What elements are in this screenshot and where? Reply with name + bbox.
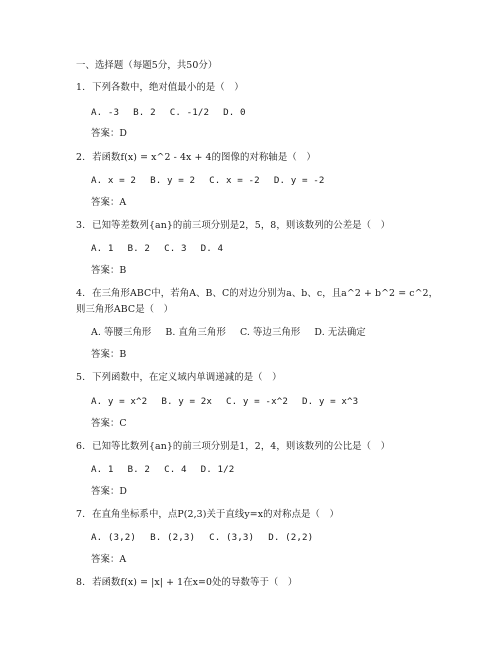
- question-8: [76, 577, 297, 589]
- option-c: C. 3: [164, 243, 187, 254]
- question-4: [76, 288, 438, 300]
- option-d: D. y = x^3: [301, 396, 359, 407]
- question-stem: 在直角坐标系中，点P(2,3)关于直线y=x的对称点是（ ）: [92, 509, 339, 520]
- answer-1: 答案：D: [91, 128, 128, 139]
- question-number: 1.: [76, 82, 86, 93]
- question-number: 6.: [76, 441, 86, 452]
- option-a: A. -3: [91, 107, 120, 118]
- options-3: [91, 243, 237, 255]
- question-stem: 下列各数中，绝对值最小的是（ ）: [92, 82, 244, 93]
- option-b: B. 直角三角形: [165, 327, 226, 338]
- question-number: 5.: [76, 372, 86, 383]
- section-title: 一、选择题（每题5分，共50分）: [76, 60, 218, 71]
- options-5: [91, 396, 372, 408]
- options-7: [91, 532, 327, 544]
- option-d: D. y = -2: [273, 175, 325, 186]
- question-stem: 若函数f(x) = |x| + 1在x=0处的导数等于（ ）: [92, 577, 298, 588]
- option-b: B. y = 2x: [161, 396, 213, 407]
- answer-5: 答案：C: [91, 418, 127, 429]
- option-d: D. (2,2): [268, 532, 314, 543]
- question-number: 2.: [76, 152, 86, 163]
- option-a: A. 1: [91, 464, 114, 475]
- question-number: 7.: [76, 509, 86, 520]
- option-b: B. (2,3): [150, 532, 196, 543]
- question-stem: 在三角形ABC中，若角A、B、C的对边分别为a、b、c，且a^2 + b^2 = c^2，: [92, 288, 439, 299]
- option-c: C. y = -x^2: [226, 396, 288, 407]
- option-d: D. 4: [200, 243, 224, 254]
- question-7: [76, 509, 339, 521]
- options-1: [91, 107, 260, 119]
- option-c: C. 4: [164, 464, 187, 475]
- option-c: C. x = -2: [209, 175, 260, 186]
- options-2: [91, 175, 339, 187]
- answer-6: 答案：D: [91, 486, 128, 497]
- options-4: [91, 327, 380, 339]
- answer-3: 答案：B: [91, 265, 127, 276]
- question-stem: 已知等差数列{an}的前三项分别是2，5，8，则该数列的公差是（ ）: [92, 220, 391, 231]
- option-b: B. 2: [127, 243, 151, 254]
- question-stem: 下列函数中，在定义域内单调递减的是（ ）: [92, 372, 282, 383]
- option-a: A. y = x^2: [91, 396, 148, 407]
- question-2: [76, 152, 316, 164]
- question-5: [76, 372, 282, 384]
- option-c: C. (3,3): [209, 532, 255, 543]
- answer-2: 答案：A: [91, 197, 127, 208]
- option-a: A. (3,2): [91, 532, 137, 543]
- option-a: A. 等腰三角形: [91, 327, 152, 338]
- option-c: C. -1/2: [169, 107, 210, 118]
- question-number: 8.: [76, 577, 86, 588]
- question-stem: 已知等比数列{an}的前三项分别是1，2，4，则该数列的公比是（ ）: [92, 441, 391, 452]
- option-a: A. 1: [91, 243, 114, 254]
- options-6: [91, 464, 248, 476]
- question-3: [76, 220, 390, 232]
- option-a: A. x = 2: [91, 175, 137, 186]
- option-d: D. 1/2: [200, 464, 235, 475]
- option-b: B. 2: [133, 107, 156, 118]
- option-b: B. y = 2: [150, 175, 196, 186]
- question-stem: 若函数f(x) = x^2 - 4x + 4的图像的对称轴是（ ）: [92, 152, 316, 163]
- question-number: 3.: [76, 220, 86, 231]
- question-number: 4.: [76, 288, 86, 299]
- option-d: D. 无法确定: [314, 327, 366, 338]
- question-4-line-2: 则三角形ABC是（ ）: [76, 304, 174, 315]
- answer-4: 答案：B: [91, 349, 127, 360]
- option-c: C. 等边三角形: [239, 327, 301, 338]
- answer-7: 答案：A: [91, 554, 127, 565]
- option-d: D. 0: [223, 107, 246, 118]
- option-b: B. 2: [127, 464, 151, 475]
- question-1: [76, 82, 244, 94]
- question-6: [76, 441, 390, 453]
